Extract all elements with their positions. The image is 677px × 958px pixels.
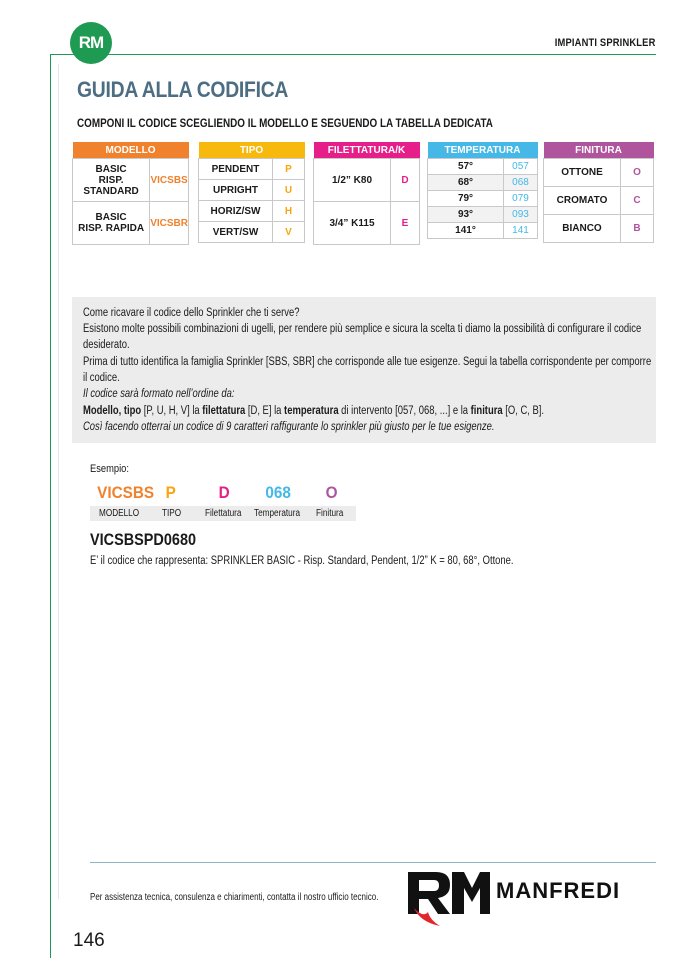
example-caption-tipo: TIPO xyxy=(162,508,182,519)
modello-label xyxy=(73,159,150,202)
info-bold: temperatura xyxy=(284,405,339,417)
tipo-header: TIPO xyxy=(199,142,305,159)
filettatura-code: D xyxy=(391,159,420,202)
table-row xyxy=(428,191,538,207)
temperatura-label: 79° xyxy=(428,191,504,207)
temperatura-label: 141° xyxy=(428,223,504,239)
rm-logo-badge xyxy=(70,22,112,64)
temperatura-table xyxy=(427,142,538,239)
page-title: GUIDA ALLA CODIFICA xyxy=(77,77,289,102)
filettatura-code: E xyxy=(391,202,420,245)
section-label: IMPIANTI SPRINKLER xyxy=(554,37,655,49)
tipo-label: PENDENT xyxy=(199,159,273,180)
modello-line1: BASIC xyxy=(95,163,127,175)
example-caption-finitura: Finitura xyxy=(316,508,344,519)
info-text: di intervento [057, 068, ...] e la xyxy=(338,405,471,417)
table-row xyxy=(314,159,420,202)
logo-text: RM xyxy=(78,33,104,52)
modello-line2: RISP. STANDARD xyxy=(83,174,139,197)
table-row xyxy=(199,201,305,222)
finitura-label: BIANCO xyxy=(544,215,621,243)
info-line: Come ricavare il codice dello Sprinkler che ti serve? xyxy=(83,307,300,319)
content-edge xyxy=(58,64,59,899)
table-row xyxy=(73,159,189,202)
table-row xyxy=(428,207,538,223)
info-line: Esistono molte possibili combinazioni di ugelli, per rendere più semplice e sicura la scelta ti diamo la possibilità di configurare il codice xyxy=(83,323,642,335)
table-row xyxy=(199,180,305,201)
modello-line2: RISP. RAPIDA xyxy=(78,223,145,234)
temperatura-label: 57° xyxy=(428,159,504,175)
info-line-format xyxy=(83,405,544,417)
modello-label xyxy=(73,202,150,245)
left-margin-line xyxy=(50,54,51,958)
temperatura-label: 68° xyxy=(428,175,504,191)
modello-code: VICSBS xyxy=(150,159,189,202)
example-caption-temperatura: Temperatura xyxy=(254,508,301,519)
info-box xyxy=(72,297,656,443)
example-description: E’ il codice che rappresenta: SPRINKLER BASIC - Risp. Standard, Pendent, 1/2” K = 80, 68°, Ottone. xyxy=(90,555,514,567)
tipo-label: UPRIGHT xyxy=(199,180,273,201)
footer-divider xyxy=(90,862,656,863)
finitura-code: B xyxy=(621,215,654,243)
table-row xyxy=(544,215,654,243)
example-caption-modello: MODELLO xyxy=(99,508,140,519)
finitura-label: OTTONE xyxy=(544,159,621,187)
table-row xyxy=(544,187,654,215)
example-full-code: VICSBSPD0680 xyxy=(90,530,197,549)
table-row xyxy=(199,159,305,180)
tipo-label: VERT/SW xyxy=(199,222,273,243)
table-row xyxy=(73,202,189,245)
rm-brand-logo-icon xyxy=(406,868,492,930)
tipo-label: HORIZ/SW xyxy=(199,201,273,222)
info-text: [O, C, B]. xyxy=(502,405,545,417)
footer-assistance-text: Per assistenza tecnica, consulenza e chiarimenti, contatta il nostro ufficio tecnico. xyxy=(90,892,379,903)
temperatura-code: 068 xyxy=(504,175,538,191)
filettatura-label: 3/4” K115 xyxy=(314,202,391,245)
table-row xyxy=(428,159,538,175)
tipo-code: H xyxy=(273,201,305,222)
finitura-table xyxy=(543,142,654,243)
tipo-code: V xyxy=(273,222,305,243)
table-row xyxy=(428,175,538,191)
tipo-table xyxy=(198,142,305,243)
info-line: Prima di tutto identifica la famiglia Sprinkler [SBS, SBR] che corrisponde alle tue esigenze. Segui la tabella corrispondente per comporre xyxy=(83,356,652,368)
tipo-code: P xyxy=(273,159,305,180)
filettatura-table xyxy=(313,142,420,245)
modello-header: MODELLO xyxy=(73,142,189,159)
modello-line1: BASIC xyxy=(95,212,127,223)
modello-table xyxy=(72,142,189,245)
header-divider xyxy=(50,54,656,55)
info-bold: finitura xyxy=(470,405,503,417)
temperatura-code: 079 xyxy=(504,191,538,207)
table-row xyxy=(199,222,305,243)
info-line: Il codice sarà formato nell’ordine da: xyxy=(83,388,235,400)
temperatura-code: 093 xyxy=(504,207,538,223)
temperatura-code: 057 xyxy=(504,159,538,175)
table-row xyxy=(544,159,654,187)
info-bold: filettatura xyxy=(202,405,246,417)
info-line: Così facendo otterrai un codice di 9 caratteri raffigurante lo sprinkler più giusto per le tue esigenze. xyxy=(83,421,495,433)
example-code-finitura: O xyxy=(325,483,338,502)
temperatura-label: 93° xyxy=(428,207,504,223)
temperatura-header: TEMPERATURA xyxy=(428,142,538,159)
info-text: [P, U, H, V] la xyxy=(141,405,203,417)
example-code-temperatura: 068 xyxy=(265,483,291,502)
example-label: Esempio: xyxy=(90,463,129,475)
page-number: 146 xyxy=(73,930,105,951)
filettatura-label: 1/2” K80 xyxy=(314,159,391,202)
brand-name: MANFREDI xyxy=(496,878,621,903)
info-text: [D, E] la xyxy=(245,405,285,417)
finitura-code: C xyxy=(621,187,654,215)
filettatura-header: FILETTATURA/K xyxy=(314,142,420,159)
example-code-tipo: P xyxy=(165,483,176,502)
example-code-filettatura: D xyxy=(218,483,230,502)
finitura-header: FINITURA xyxy=(544,142,654,159)
tipo-code: U xyxy=(273,180,305,201)
finitura-code: O xyxy=(621,159,654,187)
page-subtitle: COMPONI IL CODICE SCEGLIENDO IL MODELLO E SEGUENDO LA TABELLA DEDICATA xyxy=(77,118,493,130)
info-line: il codice. xyxy=(83,372,120,384)
table-row xyxy=(428,223,538,239)
example-caption-filettatura: Filettatura xyxy=(205,508,242,519)
finitura-label: CROMATO xyxy=(544,187,621,215)
info-line: desiderato. xyxy=(83,339,130,351)
modello-code: VICSBR xyxy=(150,202,189,245)
info-bold: Modello, tipo xyxy=(83,405,142,417)
temperatura-code: 141 xyxy=(504,223,538,239)
table-row xyxy=(314,202,420,245)
example-code-modello: VICSBS xyxy=(97,483,155,502)
